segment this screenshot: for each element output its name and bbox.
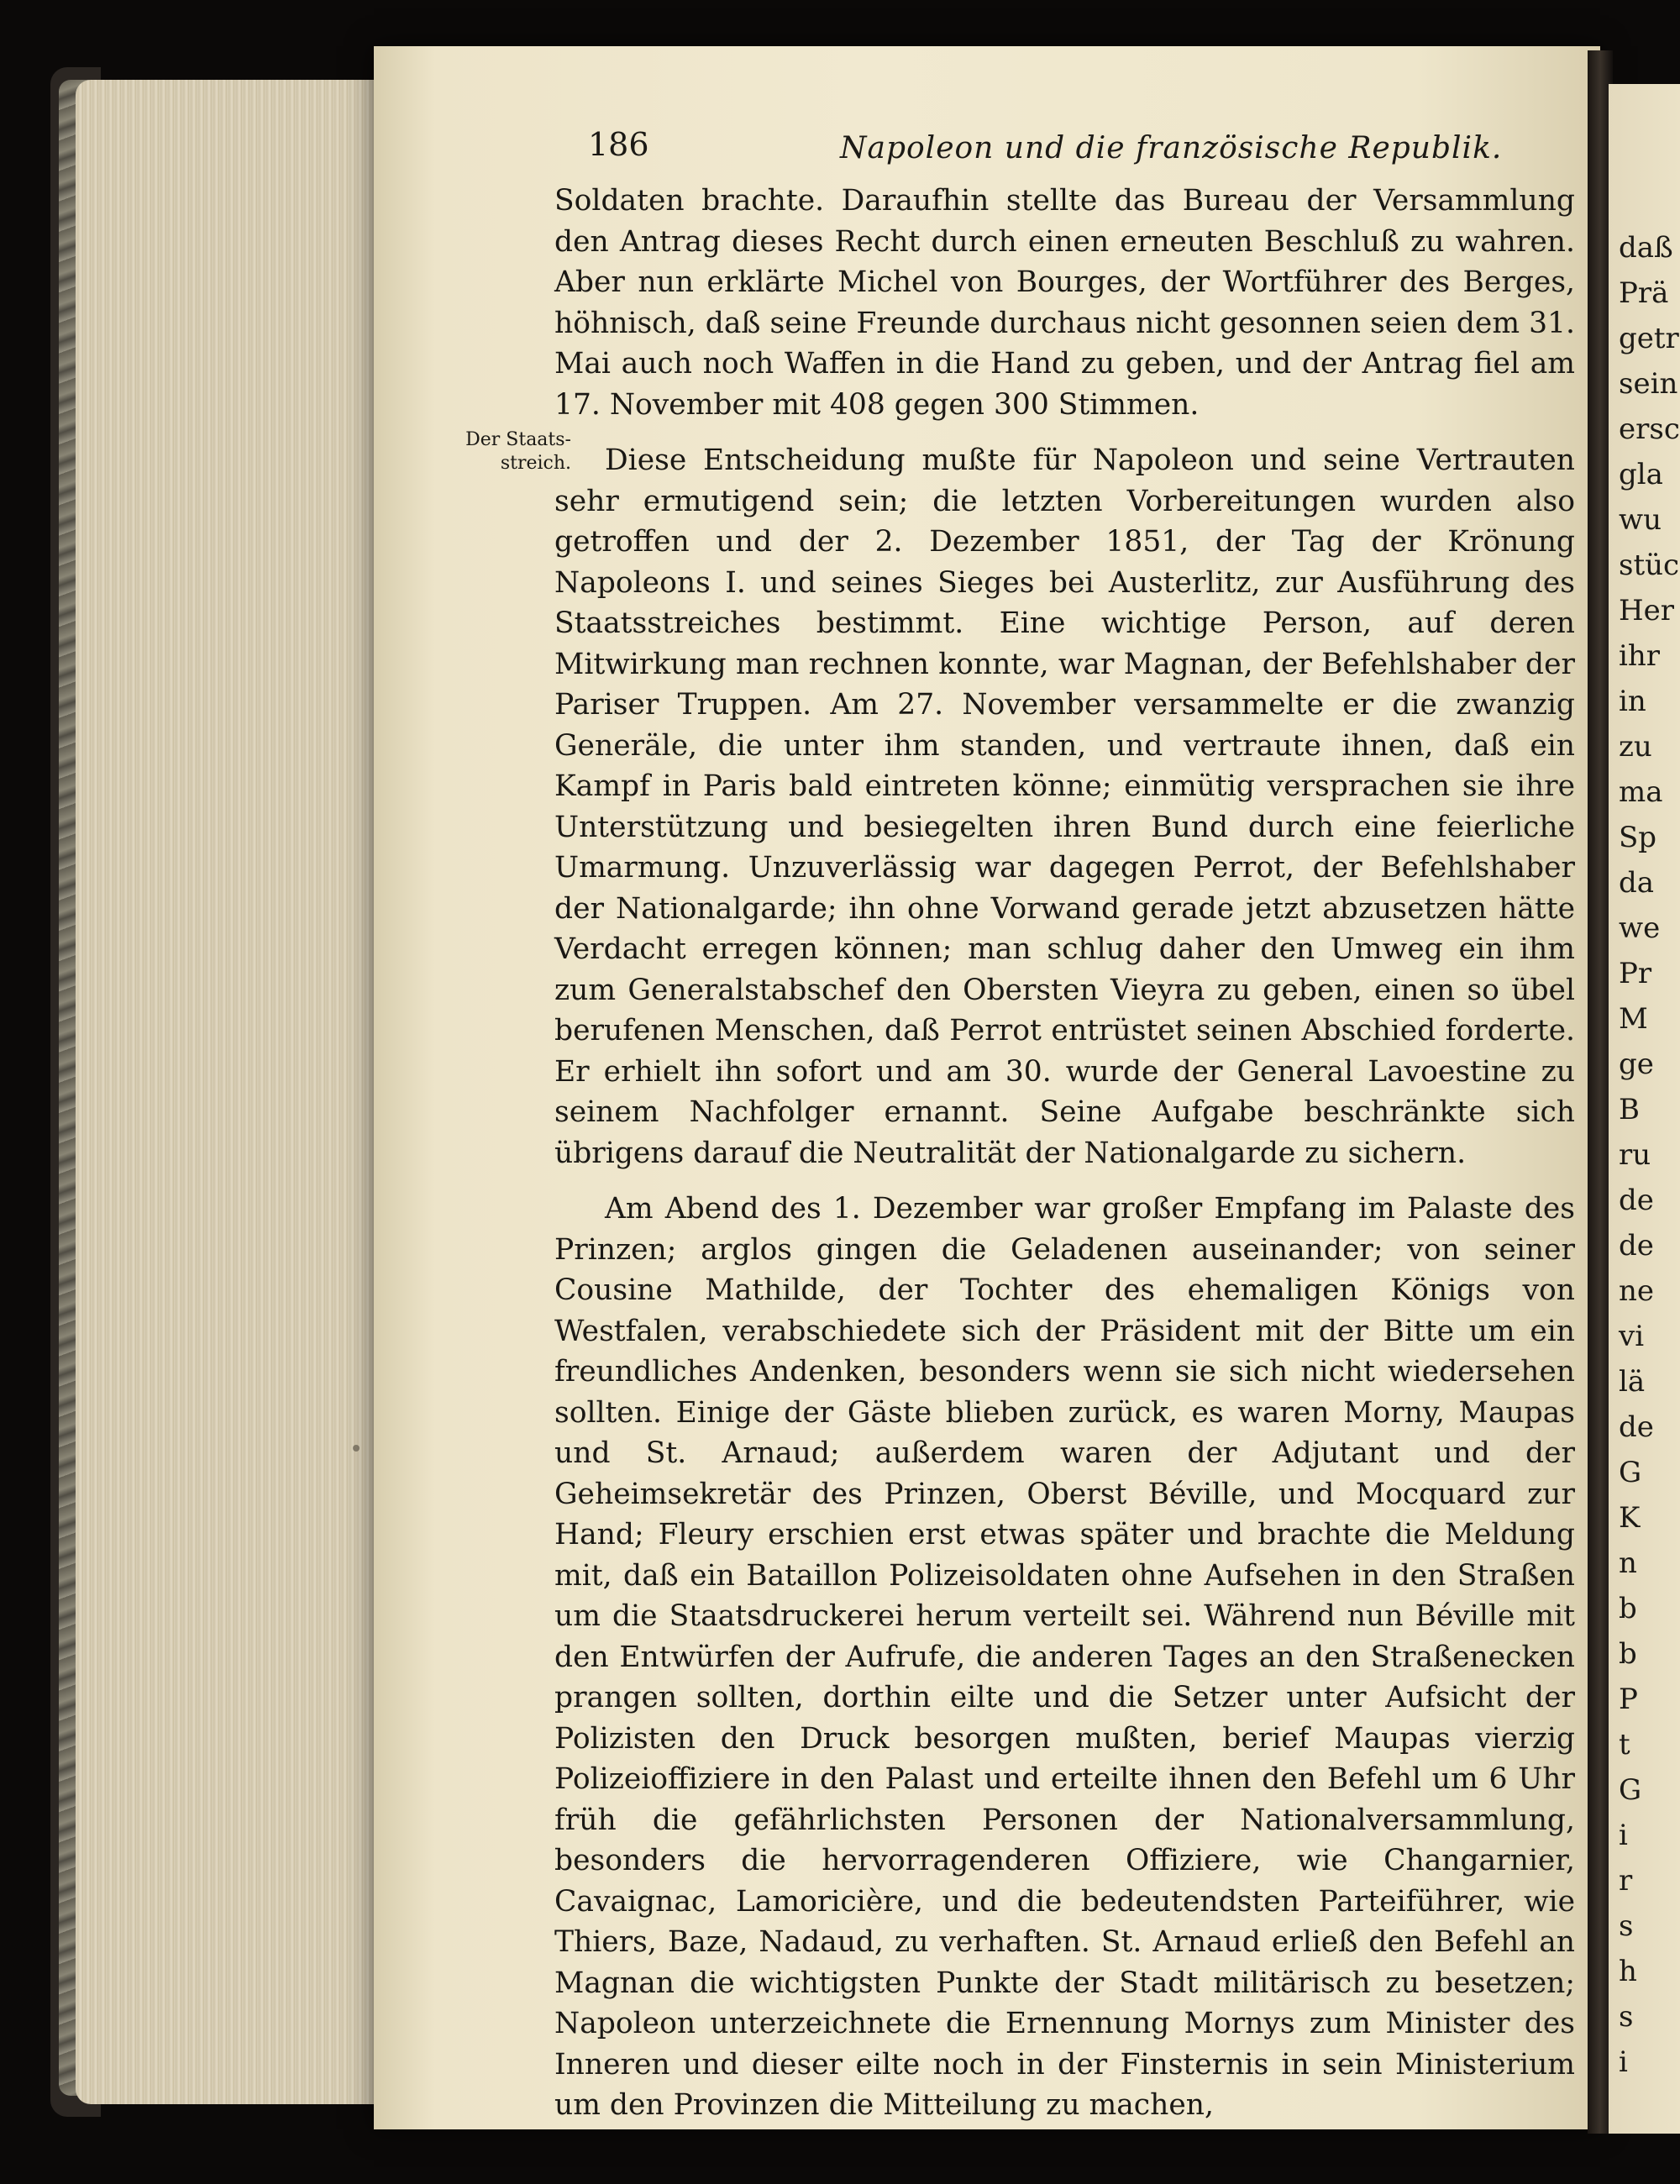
facing-page-word: G	[1619, 1456, 1642, 1489]
facing-page-fragment	[1609, 84, 1680, 2134]
facing-page-word: de	[1619, 1410, 1654, 1444]
paragraph-1: Soldaten brachte. Daraufhin stellte das Bureau der Versammlung den Antrag dieses Recht durch einen erneuten Beschluß zu wahren. Aber nun erklärte Michel von Bourges, der Wortführer des Berges, höhnisch, daß seine Freunde durchaus nicht gesonnen seien dem 31. Mai auch noch Waffen in die Hand zu geben, und der Antrag fiel am 17. November mit 408 gegen 300 Stimmen.	[554, 184, 1575, 422]
ink-spot	[353, 1445, 360, 1452]
facing-page-word: h	[1619, 1955, 1637, 1988]
facing-page-word: daß	[1619, 231, 1673, 265]
facing-page-word: sein	[1619, 367, 1678, 401]
page-header	[588, 126, 1579, 176]
facing-page-word: zu	[1619, 730, 1652, 764]
facing-page-word: de	[1619, 1184, 1654, 1217]
facing-page-word: s	[1619, 2000, 1634, 2034]
facing-page-word: Her	[1619, 594, 1675, 627]
paragraph-3: Am Abend des 1. Dezember war großer Empfang im Palaste des Prinzen; arglos gingen die Geladenen auseinander; von seiner Cousine Mathilde, der Tochter des ehemaligen Königs von Westfalen, verabschiedete sich der Präsident mit der Bitte um ein freundliches Andenken, besonders wenn sie sich nicht wiedersehen sollten. Einige der Gäste blieben zurück, es waren Morny, Maupas und St. Arnaud; außerdem waren der Adjutant und der Geheimsekretär des Prinzen, Oberst Béville, und Mocquard zur Hand; Fleury erschien erst etwas später und brachte die Meldung mit, daß ein Bataillon Polizeisoldaten ohne Aufsehen in den Straßen um die Staatsdruckerei herum verteilt sei. Während nun Béville mit den Entwürfen der Aufrufe, die anderen Tages an den Straßenecken prangen sollten, dorthin eilte und die Setzer unter Aufsicht der Polizisten den Druck besorgen mußten, berief Maupas vierzig Polizeioffiziere in den Palast und erteilte ihnen den Befehl um 6 Uhr früh die gefährlichsten Personen der Nationalversammlung, besonders die hervorragenderen Offiziere, wie Changarnier, Cavaignac, Lamoricière, und die bedeutendsten Parteiführer, wie Thiers, Baze, Nadaud, zu verhaften. St. Arnaud erließ den Befehl an Magnan die wichtigsten Punkte der Stadt militärisch zu besetzen; Napoleon unterzeichnete die Ernennung Mornys zum Minister des Inneren und dieser eilte noch in der Finsternis in sein Ministerium um den Provinzen die Mitteilung zu machen,	[554, 1192, 1575, 2122]
facing-page-word: in	[1619, 685, 1646, 718]
facing-page-word: r	[1619, 1864, 1633, 1898]
facing-page-word: getr	[1619, 322, 1679, 355]
facing-page-word: B	[1619, 1093, 1640, 1126]
margin-note-line: streich.	[500, 453, 571, 474]
facing-page-word: ru	[1619, 1138, 1651, 1172]
margin-note-line: Der Staats-	[465, 429, 571, 450]
running-head: Napoleon und die französische Republik.	[840, 131, 1503, 165]
facing-page-word: stüc	[1619, 549, 1680, 582]
facing-page-word: de	[1619, 1229, 1654, 1263]
facing-page-word: i	[1619, 2045, 1628, 2079]
facing-page-word: Pr	[1619, 957, 1652, 990]
facing-page-word: i	[1619, 1819, 1628, 1852]
page-block-edge	[76, 80, 395, 2104]
facing-page-word: G	[1619, 1773, 1642, 1807]
facing-page-word: Sp	[1619, 821, 1657, 854]
facing-page-word: ihr	[1619, 639, 1661, 673]
facing-page-word: b	[1619, 1592, 1637, 1625]
facing-page-word: vi	[1619, 1320, 1645, 1353]
facing-page-word: we	[1619, 911, 1661, 945]
facing-page-word: da	[1619, 866, 1655, 900]
facing-page-word: gla	[1619, 458, 1663, 491]
facing-page-word: lä	[1619, 1365, 1646, 1399]
facing-page-word: t	[1619, 1728, 1630, 1761]
facing-page-word: ma	[1619, 775, 1663, 809]
paragraph-2: Diese Entscheidung mußte für Napoleon und seine Vertrauten sehr ermutigend sein; die letzten Vorbereitungen wurden also getroffen und der 2. Dezember 1851, der Tag der Krönung Napoleons I. und seines Sieges bei Austerlitz, zur Ausführung des Staatsstreiches bestimmt. Eine wichtige Person, auf deren Mitwirkung man rechnen konnte, war Magnan, der Befehlshaber der Pariser Truppen. Am 27. November versammelte er die zwanzig Generäle, die unter ihm standen, und vertraute ihnen, daß ein Kampf in Paris bald eintreten könne; einmütig versprachen sie ihre Unterstützung und besiegelten ihren Bund durch eine feierliche Umarmung. Unzuverlässig war dagegen Perrot, der Befehlshaber der Nationalgarde; ihn ohne Vorwand gerade jetzt abzusetzen hätte Verdacht erregen können; man schlug daher den Umweg ein ihm zum Generalstabschef den Obersten Vieyra zu geben, einen so übel berufenen Menschen, daß Perrot entrüstet seinen Abschied forderte. Er erhielt ihn sofort und am 30. wurde der General Lavoestine zu seinem Nachfolger ernannt. Seine Aufgabe beschränkte sich übrigens darauf die Neutralität der Nationalgarde zu sichern.	[554, 444, 1575, 1170]
facing-page-word: s	[1619, 1909, 1634, 1943]
facing-page-word: wu	[1619, 503, 1662, 537]
margin-note	[437, 428, 571, 475]
facing-page-word: M	[1619, 1002, 1648, 1036]
facing-page-word: b	[1619, 1637, 1637, 1671]
facing-page-word: P	[1619, 1683, 1638, 1716]
facing-page-word: Prä	[1619, 276, 1669, 310]
facing-page-word: ge	[1619, 1047, 1654, 1081]
facing-page-word: K	[1619, 1501, 1641, 1535]
facing-page-word: ne	[1619, 1274, 1655, 1308]
page-number: 186	[588, 126, 649, 163]
facing-page-word: n	[1619, 1546, 1637, 1580]
facing-page-word: ersc	[1619, 412, 1680, 446]
body-text	[554, 181, 1575, 2126]
